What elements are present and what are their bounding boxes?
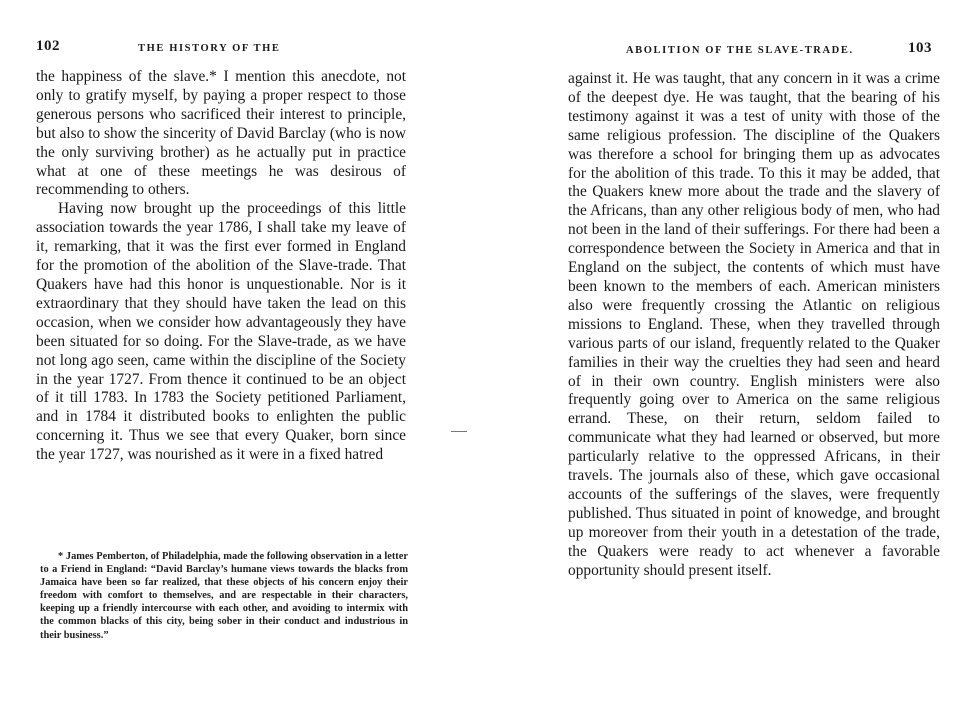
right-page-number: 103 (908, 40, 932, 56)
footnote-text: * James Pemberton, of Philadelphia, made the following observation in a letter to a Friend in England: “David Barclay’s humane views towards the blacks from Jamaica have been so far realized, that these objects of his concern enjoy their freedom with comfort to themselves, and are respectable in their characters, keeping up a friendly intercourse with each other, and avoiding to intermix with the common blacks of this city, being sober in their conduct and industrious in their business.” (40, 551, 408, 641)
right-paragraph-1: against it. He was taught, that any concern in it was a crime of the deepest dye. He was taught, that the bearing of his testimony against it was a test of unity with those of the same religious profession. The discipline of the Quakers was therefore a school for bringing them up as advocates for the abolition of this trade. To this it may be added, that the Quakers knew more about the trade and the slavery of the Africans, than any other religious body of men, who had not been in the land of their sufferings. For there had been a correspondence between the Society in America and that in England on the subject, the contents of which must have been known to the members of each. American ministers also were frequently crossing the Atlantic on religious missions to England. These, when they travelled through various parts of our island, frequently related to the Quaker families in their way the cruelties they had seen and heard of in their own country. English ministers were also frequently going over to America on the same religious errand. These, on their return, seldom failed to communicate what they had learned or observed, but more particularly relative to the oppressed Africans, in their travels. The journals also of these, which gave occasional accounts of the sufferings of the slaves, were frequently published. Thus situated in point of knowedge, and brought up moreover from their youth in a detestation of the trade, the Quakers were ready to act whenever a favorable opportunity should present itself. (568, 70, 940, 579)
right-page (490, 0, 980, 710)
left-page (0, 0, 470, 710)
left-page-number: 102 (36, 38, 60, 54)
left-running-head: THE HISTORY OF THE (138, 43, 281, 54)
right-running-head: ABOLITION OF THE SLAVE-TRADE. (626, 45, 854, 56)
left-paragraph-2: Having now brought up the proceedings of this little association towards the year 1786, I shall take my leave of it, remarking, that it was the first ever formed in England for the promotion of the abolition of the Slave-trade. That Quakers have had this honor is unquestionable. Nor is it extraordinary that they should have taken the lead on this occasion, when we consider how advantageously they have been situated for so doing. For the Slave-trade, as we have not long ago seen, came within the discipline of the Society in the year 1727. From thence it continued to be an object of it till 1783. In 1783 the Society petitioned Parliament, and in 1784 it distributed books to enlighten the public concerning it. Thus we see that every Quaker, born since the year 1727, was nourished as it were in a fixed hatred (36, 200, 406, 464)
left-footnote (40, 550, 408, 642)
left-body-text (36, 68, 406, 465)
left-paragraph-1: the happiness of the slave.* I mention this anecdote, not only to gratify myself, by paying a proper respect to those generous persons who sacrificed their interest to principle, but also to show the sincerity of David Barclay (who is now the only surviving brother) as he actually put in practice what at one of these meetings he was desirous of recommending to others. (36, 68, 406, 199)
right-body-text (568, 70, 940, 580)
gutter-mark (451, 431, 467, 432)
